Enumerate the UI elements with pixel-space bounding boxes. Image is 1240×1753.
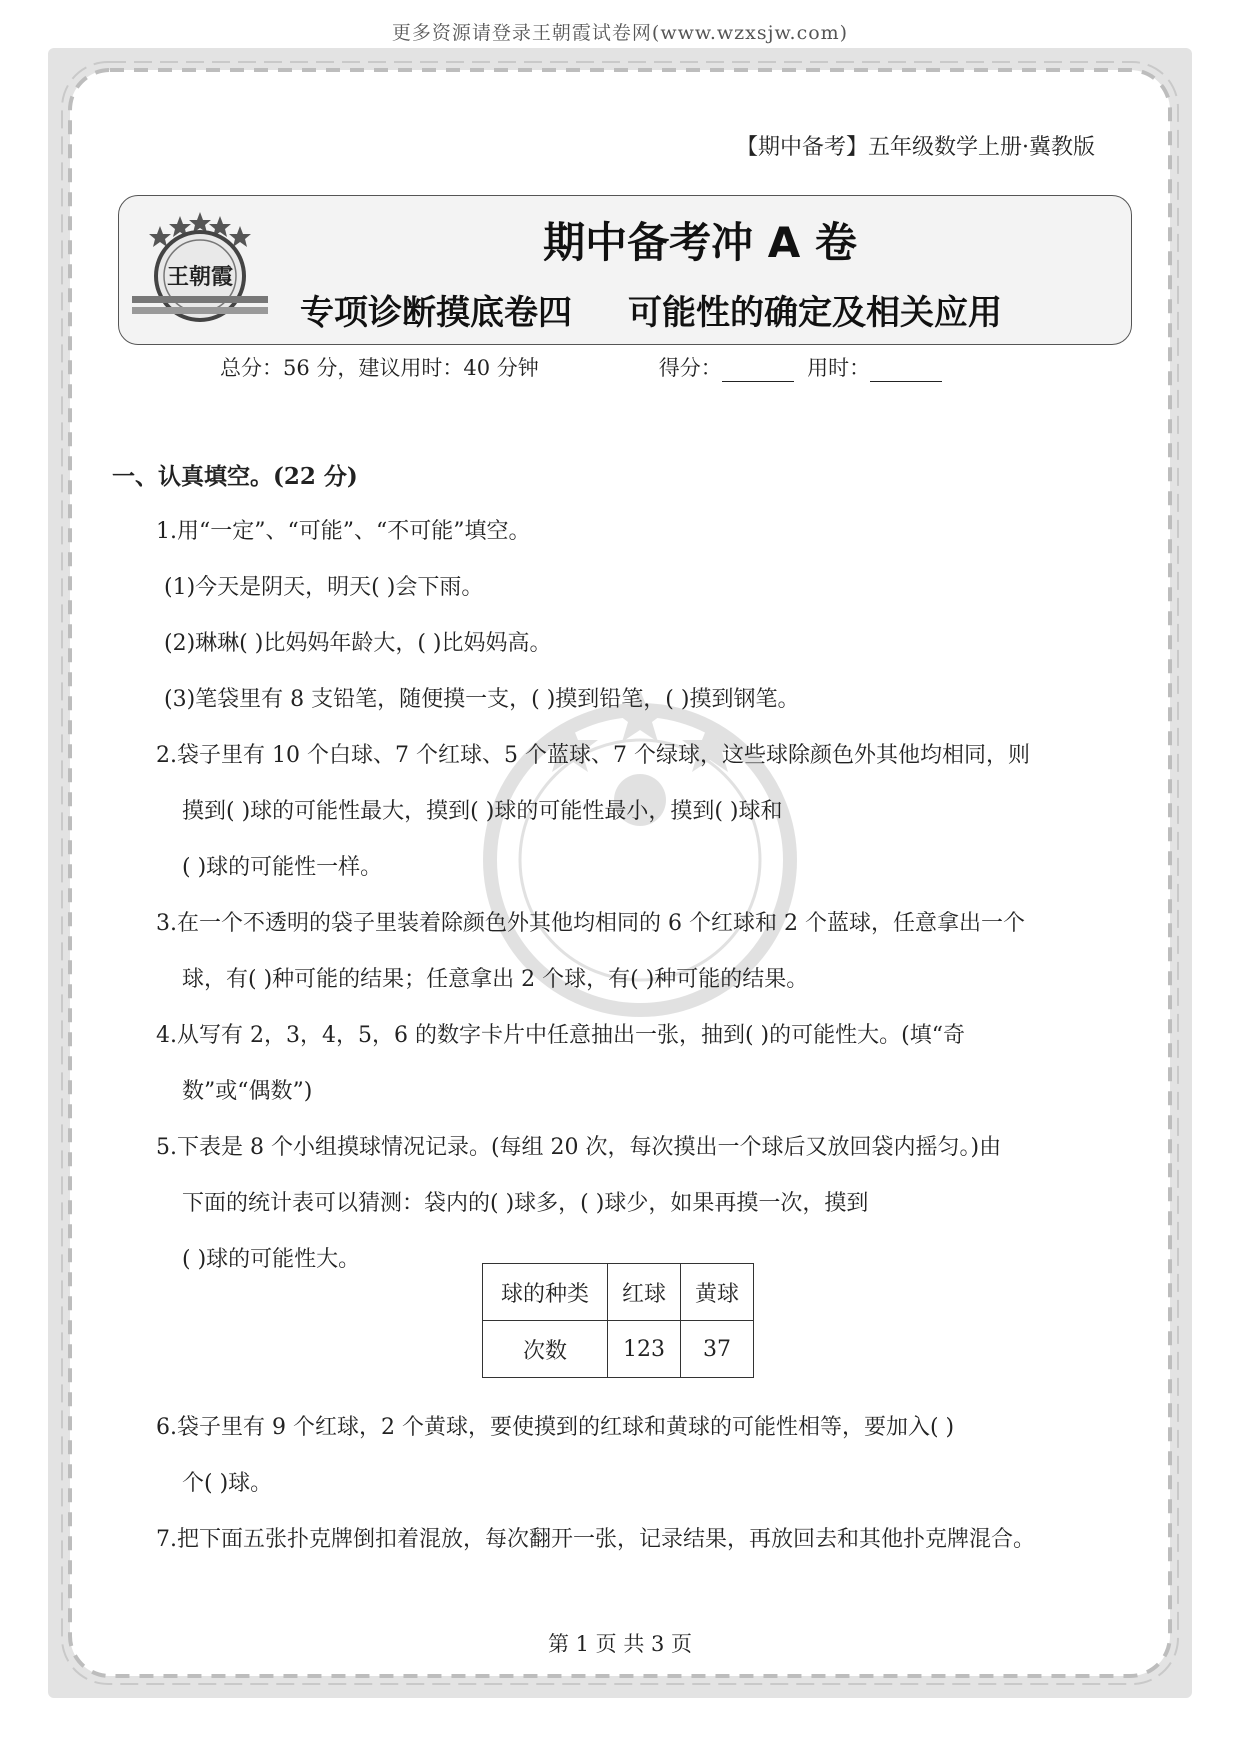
page-footer: 第 1 页 共 3 页	[547, 1632, 693, 1656]
page-subtitle	[300, 285, 1100, 334]
table-header-cell: 红球	[608, 1264, 681, 1321]
publisher-logo	[130, 208, 270, 333]
subtitle-left: 专项诊断摸底卷四	[300, 293, 572, 333]
question-1-3: (3)笔袋里有 8 支铅笔，随便摸一支，( )摸到铅笔，( )摸到钢笔。	[164, 687, 800, 712]
question-3-line-2: 球，有( )种可能的结果；任意拿出 2 个球，有( )种可能的结果。	[182, 967, 809, 992]
question-6-line-2: 个( )球。	[182, 1471, 273, 1496]
table-row	[483, 1321, 754, 1378]
question-5-line-1: 5.下表是 8 个小组摸球情况记录。(每组 20 次，每次摸出一个球后又放回袋内摇匀。)由	[156, 1135, 1002, 1160]
table-cell: 37	[681, 1321, 754, 1378]
question-1: 1.用“一定”、“可能”、“不可能”填空。	[156, 519, 531, 544]
question-5-line-3: ( )球的可能性大。	[182, 1247, 361, 1272]
question-7: 7.把下面五张扑克牌倒扣着混放，每次翻开一张，记录结果，再放回去和其他扑克牌混合。	[156, 1527, 1035, 1552]
question-2-line-1: 2.袋子里有 10 个白球、7 个红球、5 个蓝球、7 个绿球，这些球除颜色外其他均相同，则	[156, 743, 1030, 768]
svg-text:王朝霞: 王朝霞	[166, 264, 234, 290]
table-header-cell: 球的种类	[483, 1264, 608, 1321]
question-5-line-2: 下面的统计表可以猜测：袋内的( )球多，( )球少，如果再摸一次，摸到	[182, 1191, 869, 1216]
question-3-line-1: 3.在一个不透明的袋子里装着除颜色外其他均相同的 6 个红球和 2 个蓝球，任意拿出一个	[156, 911, 1025, 936]
section-heading: 一、认真填空。(22 分)	[112, 463, 358, 490]
score-label: 得分：	[658, 356, 722, 380]
table-header-cell: 黄球	[681, 1264, 754, 1321]
resource-banner: 更多资源请登录王朝霞试卷网(www.wzxsjw.com)	[391, 22, 849, 44]
subtitle-right: 可能性的确定及相关应用	[628, 293, 1002, 333]
ball-stats-table	[482, 1263, 754, 1378]
question-4-line-2: 数”或“偶数”)	[182, 1079, 313, 1104]
table-row	[483, 1264, 754, 1321]
question-6-line-1: 6.袋子里有 9 个红球，2 个黄球，要使摸到的红球和黄球的可能性相等，要加入( )	[156, 1415, 955, 1440]
question-1-1: (1)今天是阴天，明天( )会下雨。	[164, 575, 484, 600]
edition-label: 【期中备考】五年级数学上册·冀教版	[736, 135, 1095, 160]
time-label: 用时：	[807, 356, 871, 380]
page-title: 期中备考冲 A 卷	[543, 218, 857, 267]
table-cell: 123	[608, 1321, 681, 1378]
question-2-line-3: ( )球的可能性一样。	[182, 855, 383, 880]
question-4-line-1: 4.从写有 2，3，4，5，6 的数字卡片中任意抽出一张，抽到( )的可能性大。(填“奇	[156, 1023, 965, 1048]
table-cell: 次数	[483, 1321, 608, 1378]
question-1-2: (2)琳琳( )比妈妈年龄大，( )比妈妈高。	[164, 631, 552, 656]
score-blank[interactable]	[722, 363, 794, 382]
score-info: 总分：56 分，建议用时：40 分钟	[220, 356, 539, 380]
question-2-line-2: 摸到( )球的可能性最大，摸到( )球的可能性最小，摸到( )球和	[182, 799, 783, 824]
score-line	[220, 352, 1020, 382]
time-blank[interactable]	[870, 363, 942, 382]
